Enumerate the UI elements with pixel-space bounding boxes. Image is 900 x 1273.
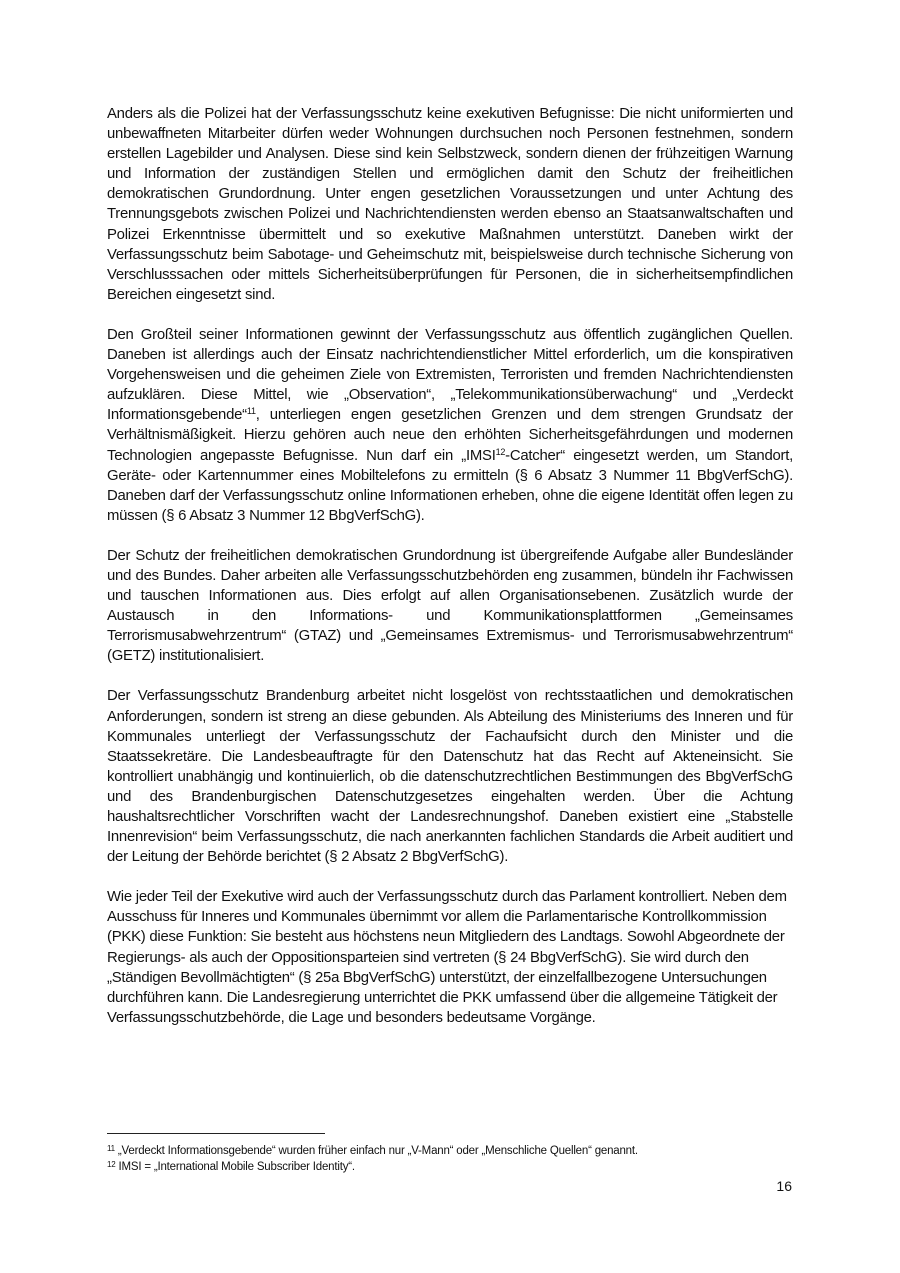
paragraph-text-part: , unterliegen engen gesetzlichen Grenzen und dem strengen Grundsatz der Verhältnismäßigkeit. Hierzu gehören auch neue den erhöhten Sicherheitsgefährdungen und modernen Technologien angepasste Befugnisse. Nun darf ein „IMSI [107,407,793,464]
footnote-separator [107,1133,325,1134]
footnote-12 [107,1159,797,1175]
paragraph-zusammenarbeit: Der Schutz der freiheitlichen demokratischen Grundordnung ist übergreifende Aufgabe aller Bundesländer und des Bundes. Daher arbeiten alle Verfassungsschutzbehörden eng zusammen, bündeln ihr Fachwissen und tauschen Informationen aus. Dies erfolgt auf allen Organisationsebenen. Zusätzlich wurde der Austausch in den Informations- und Kommunikationsplattformen „Gemeinsames Terrorismusabwehrzentrum“ (GTAZ) und „Gemeinsames Extremismus- und Terrorismusabwehrzentrum“ (GETZ) institutionalisiert. [107,547,793,665]
footnote-reference-12[interactable]: 12 [495,446,506,457]
footnote-reference-11[interactable]: 11 [246,406,256,417]
footnote-text: IMSI = „International Mobile Subscriber Identity“. [115,1161,355,1173]
page-number: 16 [776,1178,792,1194]
body-text [107,104,793,1048]
paragraph-kontrolle-parlament: Wie jeder Teil der Exekutive wird auch der Verfassungsschutz durch das Parlament kontrolliert. Neben dem Ausschuss für Inneres und Kommunales übernimmt vor allem die Parlamentarische Kontrollkommission (PKK) diese Funktion: Sie besteht aus höchstens neun Mitgliedern des Landtags. Sowohl Abgeordnete der Regierungs- als auch der Oppositionsparteien sind vertreten (§ 24 BbgVerfSchG). Sie wird durch den „Ständigen Bevollmächtigten“ (§ 25a BbgVerfSchG) unterstützt, der einzelfallbezogene Untersuchungen durchführen kann. Die Landesregierung unterrichtet die PKK umfassend über die allgemeine Tätigkeit der Verfassungsschutzbehörde, die Lage und besonders bedeutsame Vorgänge. [107,889,787,1026]
footnote-11 [107,1143,797,1159]
paragraph-kontrolle-exekutiv: Der Verfassungsschutz Brandenburg arbeitet nicht losgelöst von rechtsstaatlichen und demokratischen Anforderungen, sondern ist streng an diese gebunden. Als Abteilung des Ministeriums des Inneren und für Kommunales unterliegt der Verfassungsschutz der Fachaufsicht durch den Minister und die Staatssekretäre. Die Landesbeauftragte für den Datenschutz hat das Recht auf Akteneinsicht. Sie kontrolliert unabhängig und kontinuierlich, ob die datenschutzrechtlichen Bestimmungen des BbgVerfSchG und des Brandenburgischen Datenschutzgesetzes eingehalten werden. Über die Achtung haushaltsrechtlicher Vorschriften wacht der Landesrechnungshof. Daneben existiert eine „Stabstelle Innenrevision“ beim Verfassungsschutz, die nach anerkannten fachlichen Standards die Arbeit auditiert und der Leitung der Behörde berichtet (§ 2 Absatz 2 BbgVerfSchG). [107,688,793,866]
paragraph-text-part: -Catcher“ eingesetzt werden, um Standort, Geräte- oder Kartennummer eines Mobiltelefons zu ermitteln (§ 6 Absatz 3 Nummer 11 BbgVerfSchG). Daneben darf der Verfassungsschutz online Informationen erheben, ohne die eigene Identität offen legen zu müssen (§ 6 Absatz 3 Nummer 12 BbgVerfSchG). [107,447,794,524]
footnotes [107,1143,797,1175]
paragraph-informationsgewinnung [107,325,793,526]
footnote-number: 12 [107,1160,116,1169]
footnote-text: „Verdeckt Informationsgebende“ wurden früher einfach nur „V-Mann“ oder „Menschliche Quellen“ genannt. [114,1145,638,1157]
paragraph-befugnisse: Anders als die Polizei hat der Verfassungsschutz keine exekutiven Befugnisse: Die nicht uniformierten und unbewaffneten Mitarbeiter dürfen weder Wohnungen durchsuchen noch Personen festnehmen, sondern erstellen Lagebilder und Analysen. Diese sind kein Selbstzweck, sondern dienen der frühzeitigen Warnung und Information der zuständigen Stellen und ermöglichen damit den Schutz der freiheitlichen demokratischen Grundordnung. Unter engen gesetzlichen Voraussetzungen und unter Achtung des Trennungsgebots zwischen Polizei und Nachrichtendiensten werden ebenso an Staatsanwaltschaften und Polizei Erkenntnisse übermittelt und so exekutive Maßnahmen unterstützt. Daneben wirkt der Verfassungsschutz beim Sabotage- und Geheimschutz mit, beispielsweise durch technische Sicherung von Verschlusssachen oder mittels Sicherheitsüberprüfungen für Personen, die in sicherheitsempfindlichen Bereichen eingesetzt sind. [107,106,793,303]
paragraph-text-part: Den Großteil seiner Informationen gewinnt der Verfassungsschutz aus öffentlich zugänglichen Quellen. Daneben ist allerdings auch der Einsatz nachrichtendienstlicher Mittel erforderlich, um die konspirativen Vorgehensweisen und die geheimen Ziele von Extremisten, Terroristen und fremden Nachrichtendiensten aufzuklären. Diese Mittel, wie „Observation“, „Telekommunikationsüberwachung“ und „Verdeckt Informationsgebende“ [107,326,793,424]
footnote-number: 11 [107,1144,115,1153]
